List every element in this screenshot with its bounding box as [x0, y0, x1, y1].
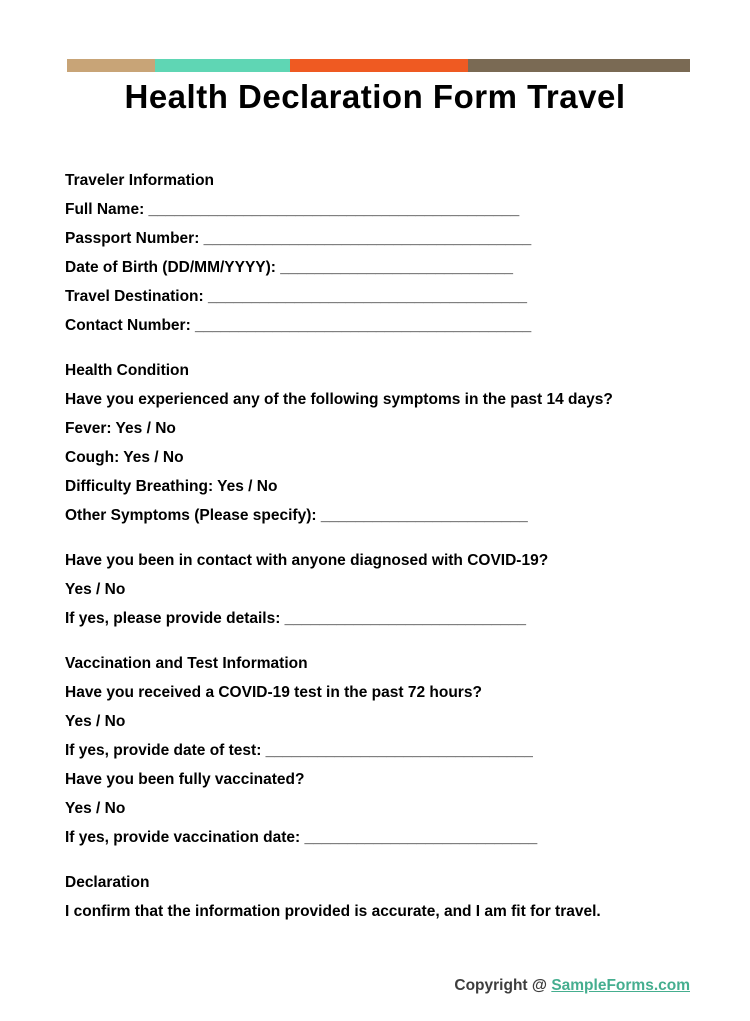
decorative-stripe [67, 59, 690, 72]
form-line: I confirm that the information provided is accurate, and I am fit for travel. [65, 903, 601, 920]
form-section [65, 649, 695, 852]
form-line: Have you experienced any of the following symptoms in the past 14 days? [65, 391, 613, 408]
form-line: Have you been fully vaccinated? [65, 771, 305, 788]
form-section [65, 166, 695, 340]
form-section [65, 868, 695, 926]
form-line: Contact Number: _______________________________________ [65, 317, 532, 334]
form-line: If yes, provide vaccination date: ___________________________ [65, 829, 538, 846]
form-line: Other Symptoms (Please specify): ________________________ [65, 507, 528, 524]
form-line: Health Condition [65, 362, 189, 379]
stripe-segment-teal [155, 59, 290, 72]
form-line: Vaccination and Test Information [65, 655, 308, 672]
form-line: Yes / No [65, 581, 126, 598]
form-section [65, 546, 695, 633]
copyright-text: Copyright @ [454, 977, 552, 994]
form-line: If yes, provide date of test: _______________________________ [65, 742, 533, 759]
form-section [65, 356, 695, 530]
stripe-segment-orange [290, 59, 468, 72]
form-line: Full Name: ___________________________________________ [65, 201, 520, 218]
form-line: Travel Destination: _____________________________________ [65, 288, 527, 305]
form-line: Yes / No [65, 713, 126, 730]
form-line: If yes, please provide details: ____________________________ [65, 610, 527, 627]
form-line: Cough: Yes / No [65, 449, 184, 466]
form-line: Declaration [65, 874, 150, 891]
form-line: Fever: Yes / No [65, 420, 176, 437]
form-line: Have you received a COVID-19 test in the past 72 hours? [65, 684, 482, 701]
form-line: Difficulty Breathing: Yes / No [65, 478, 278, 495]
form-body [65, 166, 695, 926]
form-line: Traveler Information [65, 172, 215, 189]
form-line: Date of Birth (DD/MM/YYYY): ___________________________ [65, 259, 514, 276]
stripe-segment-tan [67, 59, 155, 72]
brand-link[interactable]: SampleForms.com [551, 977, 690, 994]
footer [454, 977, 690, 995]
form-line: Yes / No [65, 800, 126, 817]
form-line: Have you been in contact with anyone diagnosed with COVID-19? [65, 552, 549, 569]
page-title: Health Declaration Form Travel [124, 78, 626, 115]
stripe-segment-brown [468, 59, 690, 72]
form-line: Passport Number: ______________________________________ [65, 230, 532, 247]
